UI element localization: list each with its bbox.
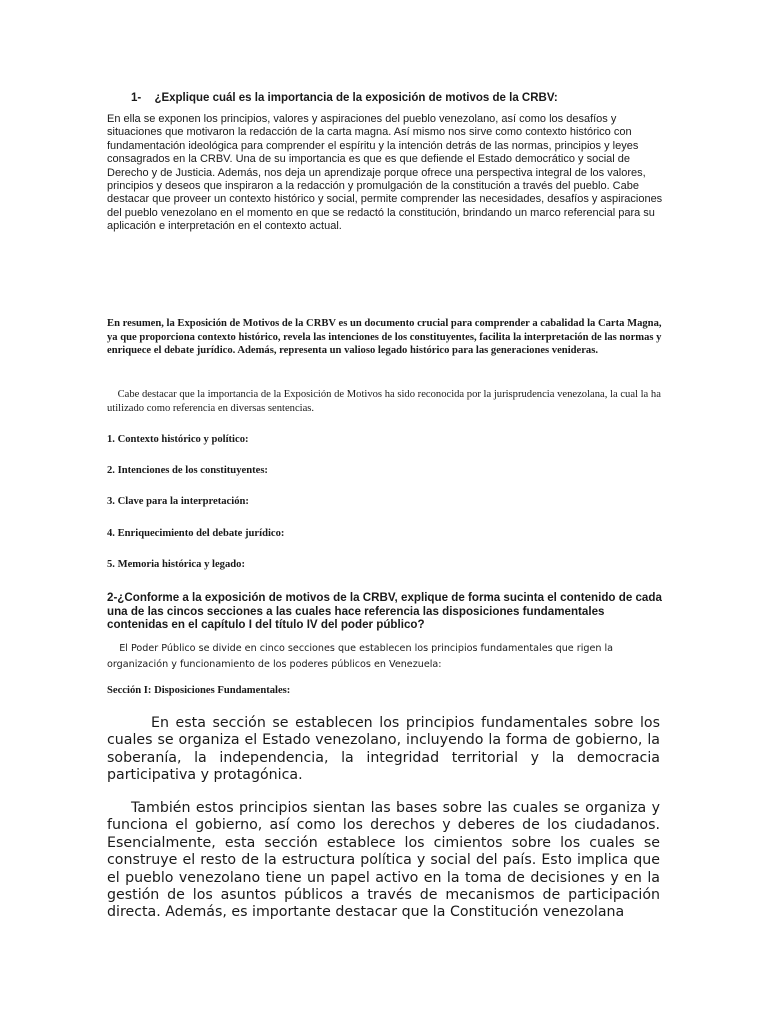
summary-paragraph: En resumen, la Exposición de Motivos de la CRBV es un documento crucial para comprender a cabalidad la Carta Magna, ya que proporciona contexto histórico, revela las intenciones de los constituyentes, facilita la interpretación de las normas y enriquece el debate jurídico. Además, representa un valioso legado histórico para las generaciones venideras. [107,318,662,357]
poder-publico-text: El Poder Público se divide en cinco secciones que establecen los principios fundamentales que rigen la organización y funcionamiento de los poderes públicos en Venezuela: [107,643,614,670]
list-item-5: 5. Memoria histórica y legado: [107,559,245,570]
list-item-1: 1. Contexto histórico y político: [107,434,249,445]
question-1-text: ¿Explique cuál es la importancia de la exposición de motivos de la CRBV: [154,92,558,104]
jurisprudence-text: Cabe destacar que la importancia de la Exposición de Motivos ha sido reconocida por la jurisprudencia venezolana, la cual la ha utilizado como referencia en diversas sentencias. [107,389,661,414]
answer-1-paragraph: En ella se exponen los principios, valores y aspiraciones del pueblo venezolano, así como los desafíos y situaciones que motivaron la redacción de la carta magna. Así mismo nos sirve como contexto histórico con fundamentación ideológica para comprender el espíritu y la intención detrás de las normas, principios y leyes consagrados en la CRBV. Una de su importancia es que es que defiende el Estado democrático y social de Derecho y de Justicia. Además, nos deja un aprendizaje porque ofrece una perspectiva integral de los valores, principios y deseos que inspiraron a la redacción y promulgación de la constitución a través del pueblo. Cabe destacar que proveer un contexto histórico y social, permite comprender las necesidades, desafíos y aspiraciones del pueblo venezolano en el momento en que se redactó la constitución, brindando un marco referencial para su aplicación e interpretación en el contexto actual. [107,113,663,233]
list-item-4: 4. Enriquecimiento del debate jurídico: [107,528,285,539]
section-1-paragraph-1-text: En esta sección se establecen los principios fundamentales sobre los cuales se organiza el Estado venezolano, incluyendo la forma de gobierno, la soberanía, la independencia, la integridad territorial y la democracia participativa y protagónica. [107,715,660,784]
poder-publico-paragraph [107,641,663,673]
section-1-paragraph-2-text: También estos principios sientan las bases sobre las cuales se organiza y funciona el gobierno, así como los derechos y deberes de los ciudadanos. Esencialmente, esta sección establece los cimientos sobre los cuales se construye el resto de la estructura política y social del país. Esto implica que el pueblo venezolano tiene un papel activo en la toma de decisiones y en la gestión de los asuntos públicos a través de mecanismos de participación directa. Además, es importante destacar que la Constitución venezolana [107,800,660,921]
question-1-heading [131,92,691,104]
section-1-title: Sección I: Disposiciones Fundamentales: [107,685,291,696]
list-item-3: 3. Clave para la interpretación: [107,496,249,507]
list-item-2: 2. Intenciones de los constituyentes: [107,465,268,476]
section-1-paragraph-2 [107,800,660,922]
question-2-heading: 2-¿Conforme a la exposición de motivos de la CRBV, explique de forma sucinta el contenido de cada una de las cincos secciones a las cuales hace referencia las disposiciones fundamentales contenidas en el capítulo I del título IV del poder público? [107,591,662,632]
section-1-paragraph-1 [107,715,660,785]
jurisprudence-paragraph [107,388,663,415]
question-1-number: 1- [131,92,142,104]
